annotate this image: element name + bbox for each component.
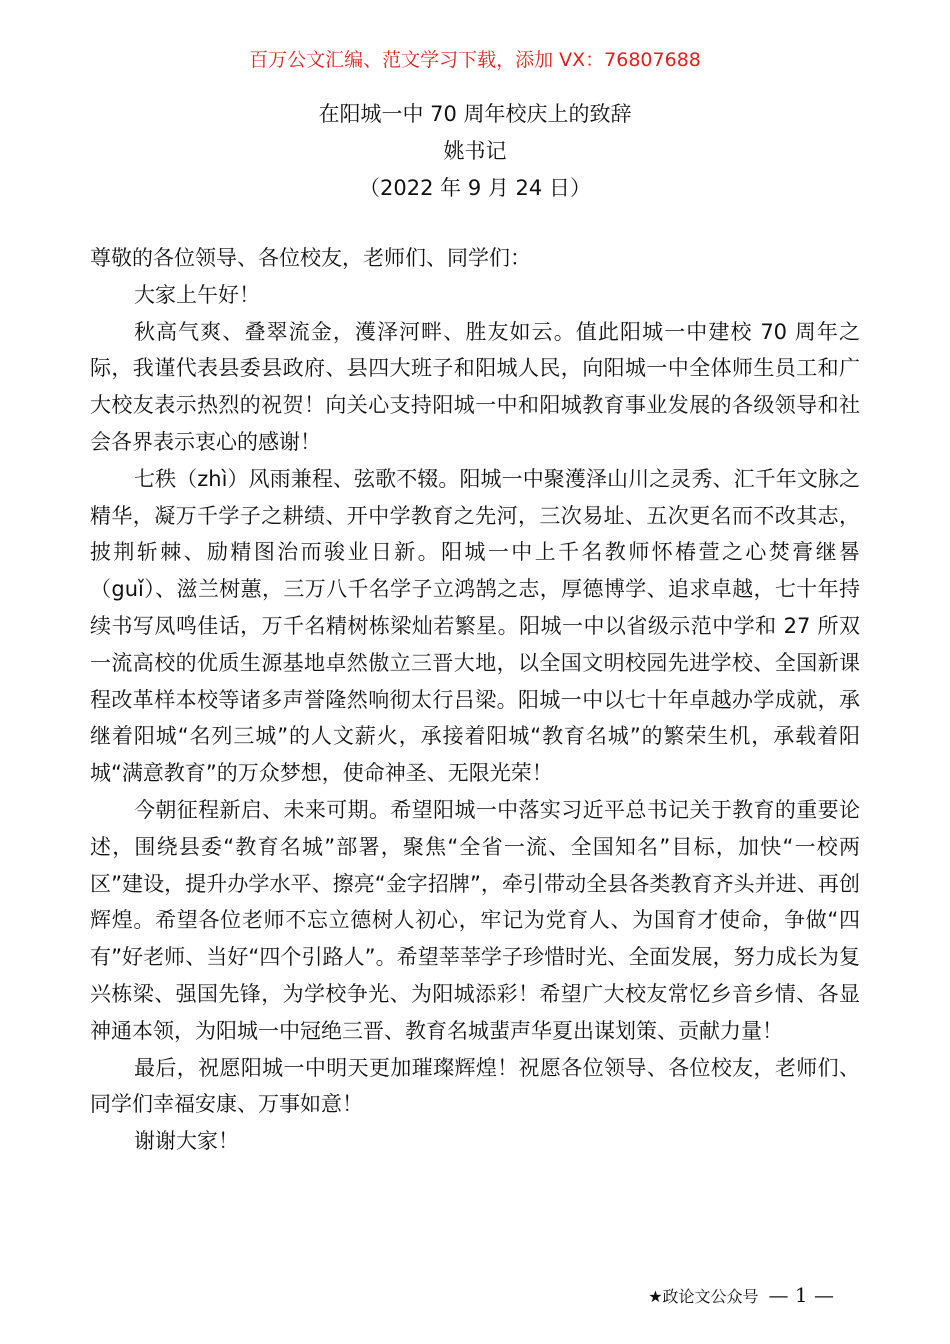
paragraph-congratulations: 秋高气爽、叠翠流金，濩泽河畔、胜友如云。值此阳城一中建校 70 周年之际，我谨代表县委县政府、县四大班子和阳城人民，向阳城一中全体师生员工和广大校友表示热烈的祝贺！向关心支持阳城一中和阳城教育事业发展的各级领导和社会各界表示衷心的感谢！ bbox=[90, 319, 860, 454]
page-number: — 1 — bbox=[768, 1283, 834, 1307]
paragraph-thanks: 谢谢大家！ bbox=[134, 1129, 239, 1154]
salutation: 尊敬的各位领导、各位校友，老师们、同学们： bbox=[90, 246, 531, 270]
title-block bbox=[0, 96, 950, 207]
footer-source: ★政论文公众号 bbox=[648, 1287, 759, 1306]
paragraph-hopes: 今朝征程新启、未来可期。希望阳城一中落实习近平总书记关于教育的重要论述，围绕县委“教育名城”部署，聚焦“全省一流、全国知名”目标，加快“一校两区”建设，提升办学水平、擦亮“金字招牌”，牵引带动全县各类教育齐头并进、再创辉煌。希望各位老师不忘立德树人初心，牢记为党育人、为国育才使命，争做“四有”好老师、当好“四个引路人”。希望莘莘学子珍惜时光、全面发展，努力成长为复兴栋梁、强国先锋，为学校争光、为阳城添彩！希望广大校友常忆乡音乡情、各显神通本领，为阳城一中冠绝三晋、教育名城蜚声华夏出谋划策、贡献力量！ bbox=[90, 797, 860, 1043]
header-banner: 百万公文汇编、范文学习下载，添加 VX：76807688 bbox=[249, 49, 701, 71]
page-footer bbox=[648, 1281, 834, 1311]
document-title: 在阳城一中 70 周年校庆上的致辞 bbox=[318, 102, 632, 126]
paragraph-history: 七秩（zhì）风雨兼程、弦歌不辍。阳城一中聚濩泽山川之灵秀、汇千年文脉之精华，凝万千学子之耕绩、开中学教育之先河，三次易址、五次更名而不改其志，披荆斩棘、励精图治而骏业日新。阳城一中上千名教师怀椿萱之心焚膏继晷（guǐ）、滋兰树蕙，三万八千名学子立鸿鹄之志，厚德博学、追求卓越，七十年持续书写凤鸣佳话，万千名精树栋梁灿若繁星。阳城一中以省级示范中学和 27 所双一流高校的优质生源基地卓然傲立三晋大地，以全国文明校园先进学校、全国新课程改革样本校等诸多声誉隆然响彻太行吕梁。阳城一中以七十年卓越办学成就，承继着阳城“名列三城”的人文薪火，承接着阳城“教育名城”的繁荣生机，承载着阳城“满意教育”的万众梦想，使命神圣、无限光荣！ bbox=[90, 466, 860, 786]
speech-date: （2022 年 9 月 24 日） bbox=[359, 176, 591, 200]
paragraph-wishes: 最后，祝愿阳城一中明天更加璀璨辉煌！祝愿各位领导、各位校友，老师们、同学们幸福安康、万事如意！ bbox=[90, 1055, 860, 1117]
author-name: 姚书记 bbox=[443, 139, 507, 163]
paragraph-greeting: 大家上午好！ bbox=[134, 282, 260, 307]
speech-body bbox=[90, 240, 860, 1160]
